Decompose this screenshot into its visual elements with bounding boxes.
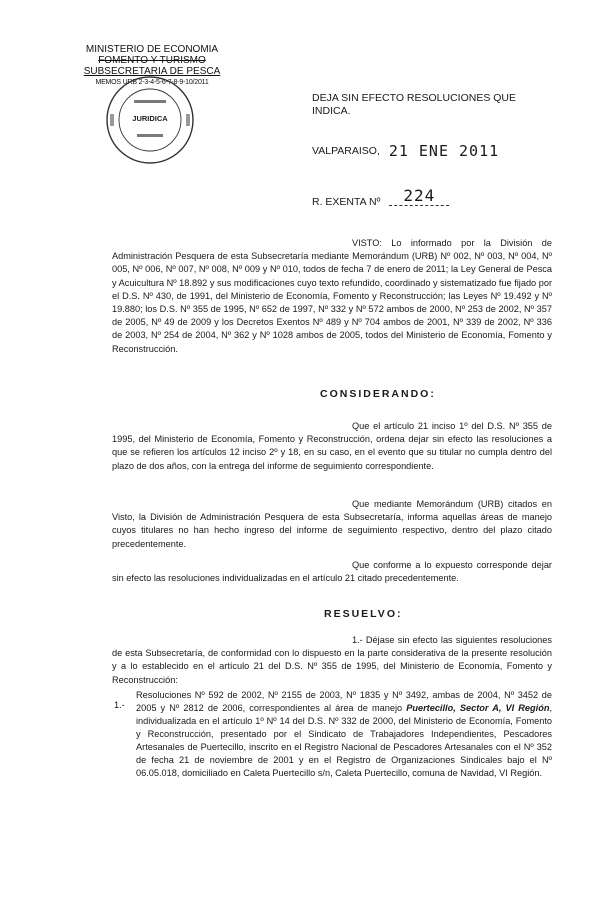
resuelvo-heading: RESUELVO: [324, 608, 403, 620]
resuelvo-paragraph-1: 1.- Déjase sin efecto las siguientes resoluciones de esta Subsecretaría, de conformidad con lo dispuesto en la parte considerativa de la presente resolución y a lo establecido en el artículo 21 del D.S. Nº 355 de 1995, del Ministerio de Economía, Fomento y Reconstrucción: [112, 635, 552, 685]
item-text-a: Resoluciones Nº 592 de 2002, Nº 2155 de 2003, Nº 1835 y Nº 3492, ambas de 2004, Nº 3452 de 2005 y Nº 2812 de 2006, correspondientes al área de manejo [136, 690, 552, 713]
official-seal-stamp [104, 74, 196, 166]
place: VALPARAISO, [312, 145, 380, 157]
memo-reference: MEMOS URB 2-3-4-5-6-7-8-9-10/2011 [95, 79, 209, 86]
resolutions-item [136, 689, 552, 780]
ministry-subname: FOMENTO Y TURISMO [98, 55, 206, 66]
considerando-paragraph-2: Que mediante Memorándum (URB) citados en Visto, la División de Administración Pesquera de esta Subsecretaría, informa aquellas áreas de manejo cuyos titulares no han hecho ingreso del informe de seguimiento respectivo, dentro del plazo citado precedentemente. [112, 499, 552, 549]
considerando-heading: CONSIDERANDO: [320, 388, 436, 400]
considerando-paragraph-1: Que el artículo 21 inciso 1º del D.S. Nº 355 de 1995, del Ministerio de Economía, Fomento y Reconstrucción, ordena dejar sin efecto las resoluciones a que se refieren los artículos 12 inciso 2º y 18, en su caso, en el evento que su titular no cumpla dentro del plazo de dos años, con la entrega del informe de seguimiento correspondiente. [112, 421, 552, 471]
management-area-name: Puertecillo, Sector A, VI Región [406, 703, 550, 713]
stamped-date: 21 ENE 2011 [388, 142, 500, 160]
ministry-name: MINISTERIO DE ECONOMIA [85, 44, 219, 55]
resolution-number [312, 186, 449, 210]
exenta-number: 224 [389, 186, 449, 206]
resolution-subject [312, 92, 542, 118]
item-marker: 1.- [114, 700, 125, 710]
item-text-b: , individualizada en el artículo 1º Nº 14 del D.S. Nº 332 de 2000, del Ministerio de Economía, Fomento y Reconstrucción, presentado por el Sindicato de Trabajadores Independientes, Pescadores Artesanales de Puertecillo, inscrito en el Registro Nacional de Pescadores Artesanales con el Nº 352 de fecha 21 de noviembre de 2001 y en el Registro de Organizaciones Sindicales bajo el Nº 06.05.018, domiciliado en Caleta Puertecillo s/n, Caleta Puertecillo, comuna de Navidad, VI Región. [136, 703, 552, 778]
subject-line-1: DEJA SIN EFECTO RESOLUCIONES QUE [312, 92, 517, 104]
subject-line-2: INDICA. [312, 105, 351, 117]
considerando-paragraph-3: Que conforme a lo expuesto corresponde dejar sin efecto las resoluciones individualizadas en el artículo 21 citado precedentemente. [112, 560, 552, 584]
exenta-label: R. EXENTA Nº [312, 196, 381, 208]
place-and-date [312, 140, 499, 158]
visto-paragraph: VISTO: Lo informado por la División de Administración Pesquera de esta Subsecretaría mediante Memorándum (URB) Nº 002, Nº 003, Nº 004, Nº 005, Nº 006, Nº 007, Nº 008, Nº 009 y Nº 010, todos de fecha 7 de enero de 2011; la Ley General de Pesca y Acuicultura Nº 18.892 y sus modificaciones cuyo texto refundido, coordinado y sistematizado fue fijado por el D.S. Nº 430, de 1991, del Ministerio de Economía, Fomento y Reconstrucción; las Leyes Nº 19.492 y Nº 19.880; los D.S. Nº 355 de 1995, Nº 652 de 1997, Nº 332 y Nº 572 ambos de 2000, Nº 253 de 2002, Nº 357 de 2005, Nº 49 de 2009 y los Decretos Exentos Nº 489 y Nº 704 ambos de 2001, Nº 339 de 2002, Nº 336 de 2003, Nº 254 de 2004, Nº 362 y Nº 1028 ambos de 2005, todos del Ministerio de Economía, Fomento y Reconstrucción. [112, 238, 553, 354]
subsecretaria-name: SUBSECRETARIA DE PESCA [83, 66, 221, 77]
svg-text:JURIDICA [132, 114, 168, 123]
seal-text: JURIDICA [132, 114, 168, 123]
